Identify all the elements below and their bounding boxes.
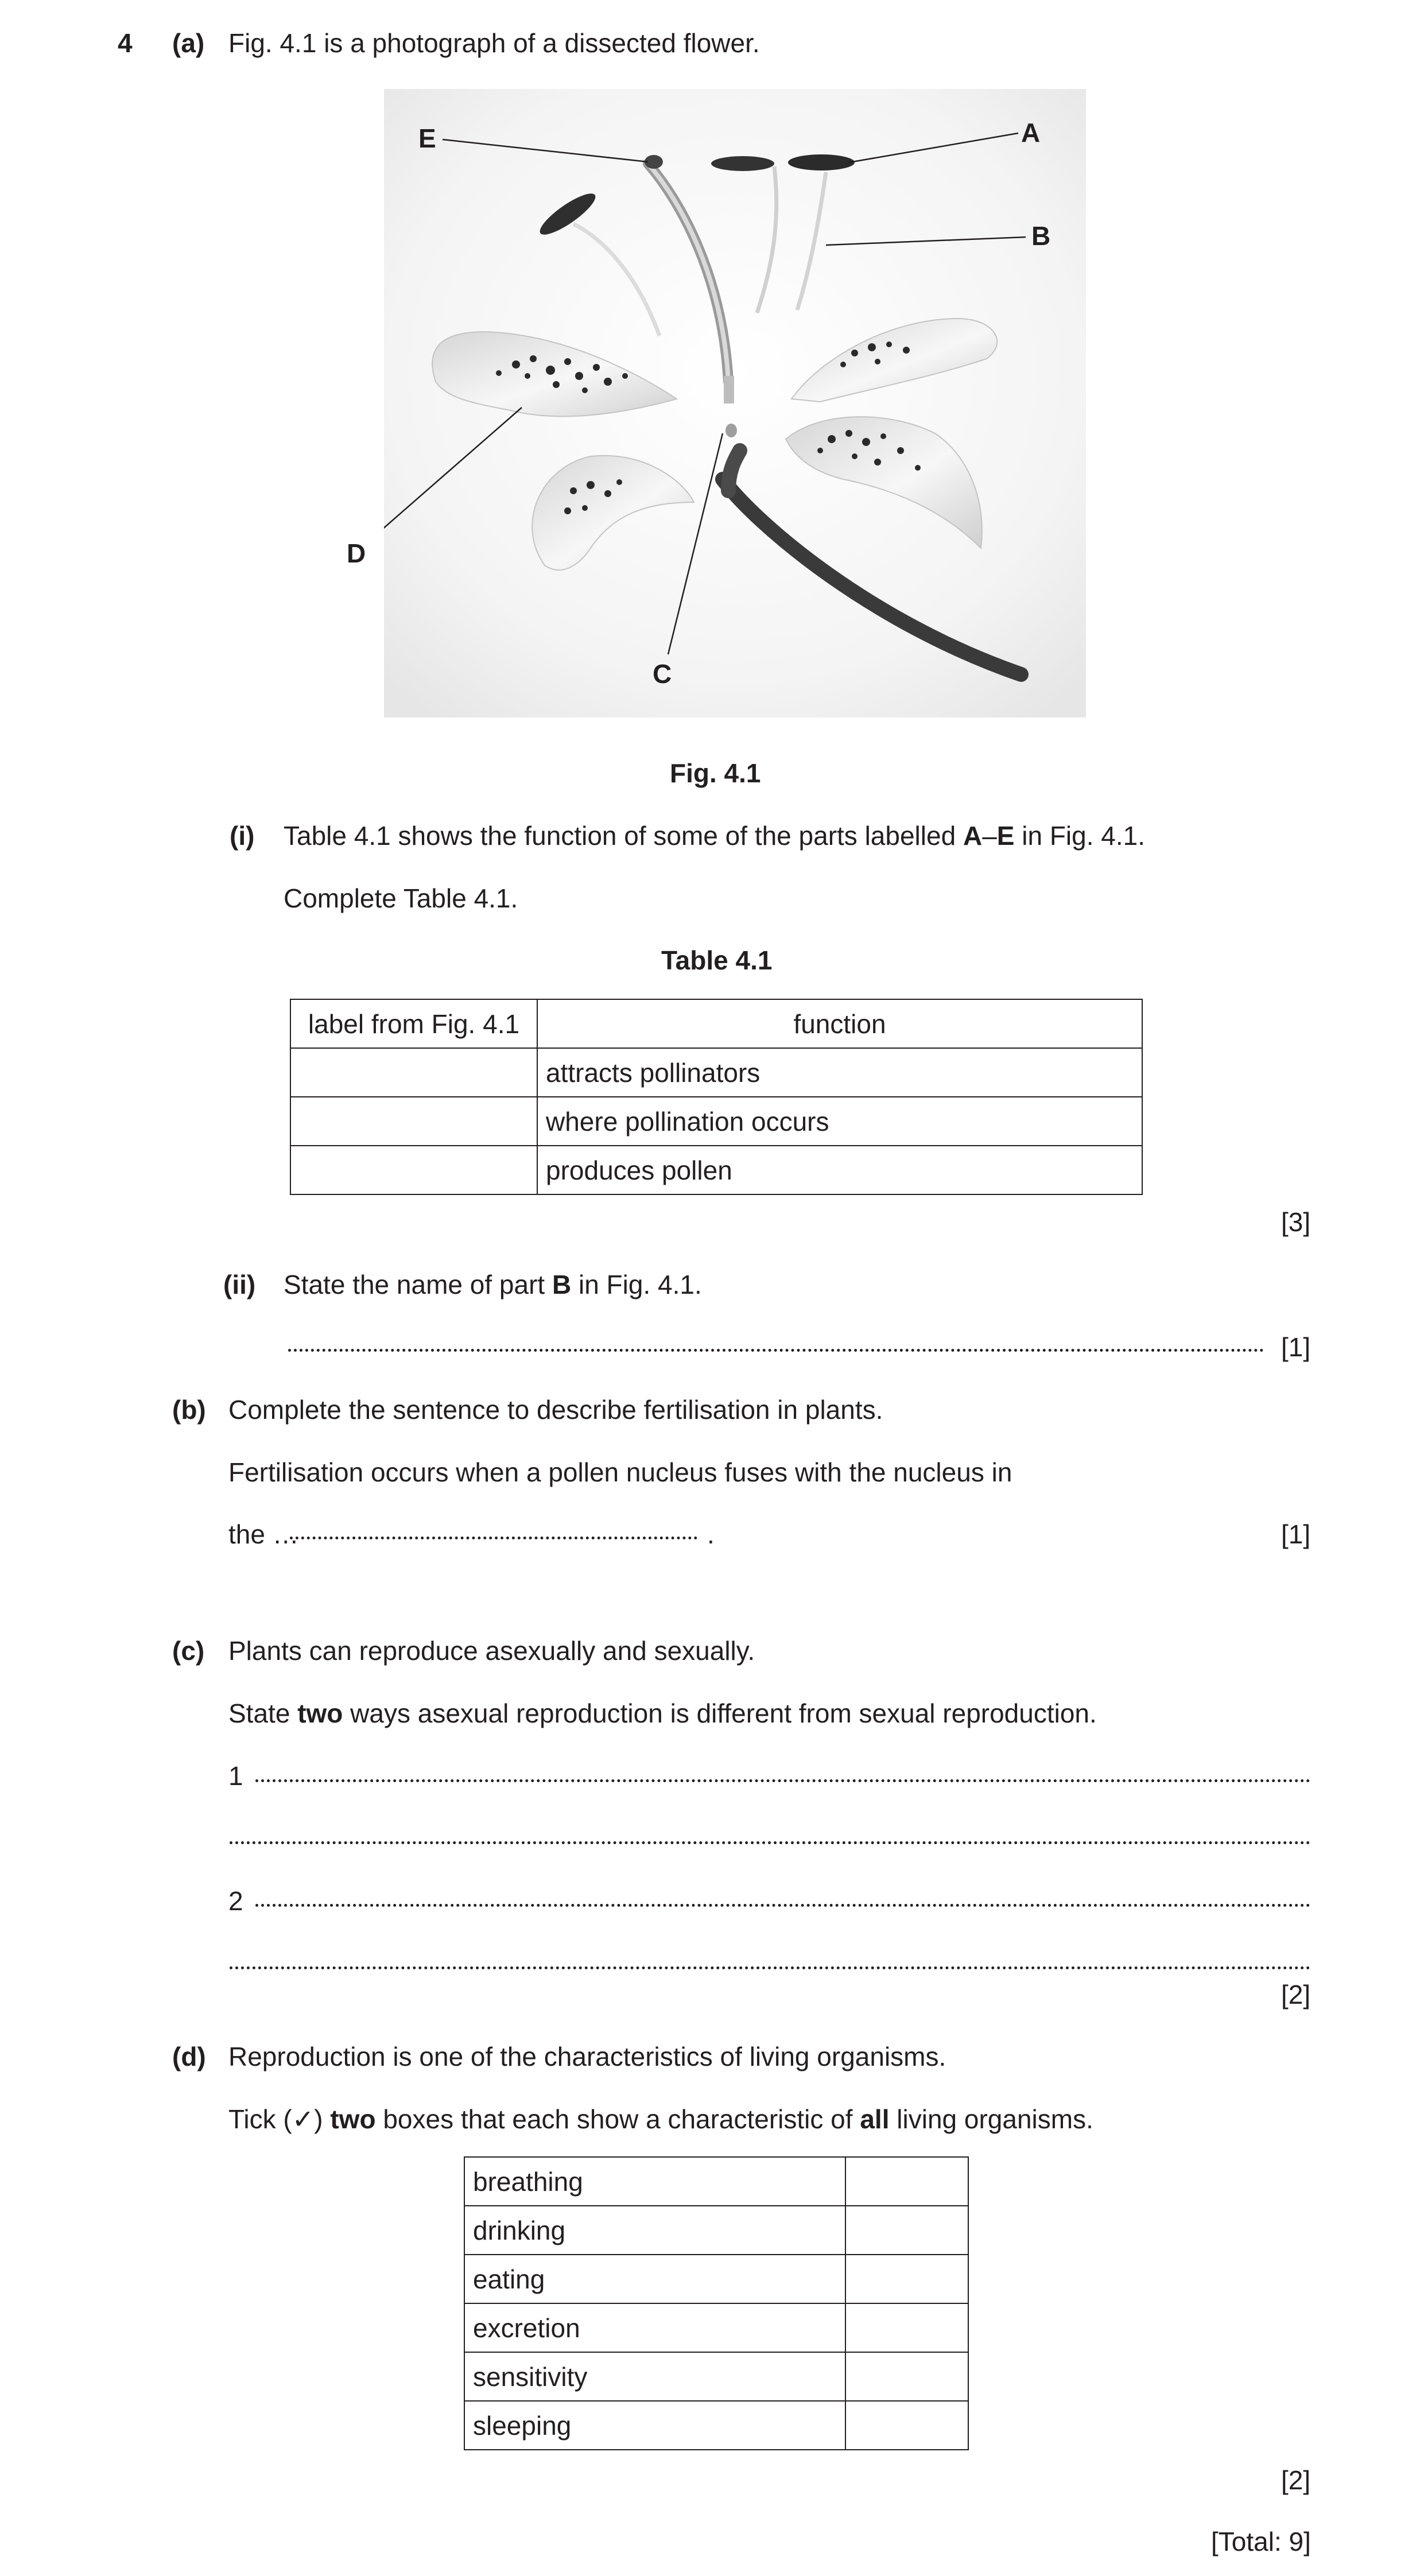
table-row	[290, 1146, 1142, 1194]
part-a-i-instruction: Complete Table 4.1.	[284, 883, 518, 913]
dissected-flower-photo	[384, 89, 1086, 717]
figure-label-a: A	[1021, 118, 1041, 148]
marks-c: [2]	[1281, 1980, 1311, 2009]
question-number: 4	[118, 28, 133, 58]
part-c-line-1-number: 1	[228, 1761, 243, 1791]
figure-label-b: B	[1031, 221, 1051, 251]
part-b-sentence-end: .	[707, 1519, 715, 1549]
part-c-stem: Plants can reproduce asexually and sexually.	[228, 1636, 755, 1666]
option-eating: eating	[464, 2255, 845, 2303]
part-a-stem: Fig. 4.1 is a photograph of a dissected flower.	[228, 28, 760, 58]
option-breathing: breathing	[464, 2157, 845, 2206]
function-cell: where pollination occurs	[537, 1097, 1142, 1146]
figure-label-d: D	[347, 538, 366, 568]
tick-box-sensitivity[interactable]	[845, 2352, 968, 2401]
answer-line-c-2a[interactable]	[255, 1904, 1310, 1907]
option-sleeping: sleeping	[464, 2401, 845, 2450]
marks-d: [2]	[1281, 2465, 1311, 2495]
part-b-stem: Complete the sentence to describe fertilisation in plants.	[228, 1395, 883, 1425]
table-row	[464, 2255, 968, 2303]
part-b-sentence: Fertilisation occurs when a pollen nucleus fuses with the nucleus in	[228, 1457, 1012, 1487]
marks-a-i: [3]	[1281, 1207, 1311, 1237]
figure-label-c: C	[653, 659, 672, 689]
function-cell: attracts pollinators	[537, 1048, 1142, 1097]
answer-line-c-1b[interactable]	[230, 1841, 1310, 1844]
figure-caption: Fig. 4.1	[670, 758, 761, 788]
marks-b: [1]	[1281, 1519, 1311, 1549]
table-row	[464, 2206, 968, 2255]
part-b-label: (b)	[172, 1395, 206, 1425]
part-b-sentence-start: the …	[228, 1519, 299, 1549]
option-excretion: excretion	[464, 2303, 845, 2352]
tick-box-breathing[interactable]	[845, 2157, 968, 2206]
part-c-label: (c)	[172, 1636, 205, 1666]
answer-cell-label[interactable]	[290, 1146, 537, 1194]
part-c-line-2-number: 2	[228, 1886, 243, 1916]
part-d-instruction: Tick (✓) two boxes that each show a characteristic of all living organisms.	[228, 2104, 1093, 2134]
table-header-label: label from Fig. 4.1	[290, 999, 537, 1048]
table-4-1-title: Table 4.1	[661, 945, 773, 975]
table-header-row	[290, 999, 1142, 1048]
tick-box-excretion[interactable]	[845, 2303, 968, 2352]
table-row	[464, 2401, 968, 2450]
part-a-ii-text: State the name of part B in Fig. 4.1.	[284, 1270, 702, 1299]
answer-line-b[interactable]	[290, 1537, 697, 1539]
characteristics-table	[464, 2156, 969, 2450]
table-row	[290, 1097, 1142, 1146]
answer-cell-label[interactable]	[290, 1048, 537, 1097]
answer-line-c-2b[interactable]	[230, 1966, 1310, 1969]
option-drinking: drinking	[464, 2206, 845, 2255]
table-row	[464, 2157, 968, 2206]
tick-box-eating[interactable]	[845, 2255, 968, 2303]
table-header-function: function	[537, 999, 1142, 1048]
table-row	[464, 2303, 968, 2352]
answer-line-a-ii[interactable]	[288, 1349, 1264, 1352]
table-row	[464, 2352, 968, 2401]
part-a-i-label: (i)	[230, 821, 255, 851]
part-d-label: (d)	[172, 2042, 206, 2071]
part-a-label: (a)	[172, 28, 205, 58]
part-d-stem: Reproduction is one of the characteristics of living organisms.	[228, 2042, 946, 2071]
figure-label-e: E	[418, 123, 436, 153]
option-sensitivity: sensitivity	[464, 2352, 845, 2401]
part-c-instruction: State two ways asexual reproduction is different from sexual reproduction.	[228, 1698, 1097, 1728]
answer-cell-label[interactable]	[290, 1097, 537, 1146]
tick-box-drinking[interactable]	[845, 2206, 968, 2255]
table-row	[290, 1048, 1142, 1097]
tick-box-sleeping[interactable]	[845, 2401, 968, 2450]
total-marks: [Total: 9]	[1211, 2527, 1311, 2556]
answer-line-c-1a[interactable]	[255, 1779, 1310, 1782]
table-4-1	[290, 999, 1143, 1195]
function-cell: produces pollen	[537, 1146, 1142, 1194]
part-a-ii-label: (ii)	[223, 1270, 256, 1299]
part-a-i-text: Table 4.1 shows the function of some of the parts labelled A–E in Fig. 4.1.	[284, 821, 1146, 851]
marks-a-ii: [1]	[1281, 1332, 1311, 1362]
